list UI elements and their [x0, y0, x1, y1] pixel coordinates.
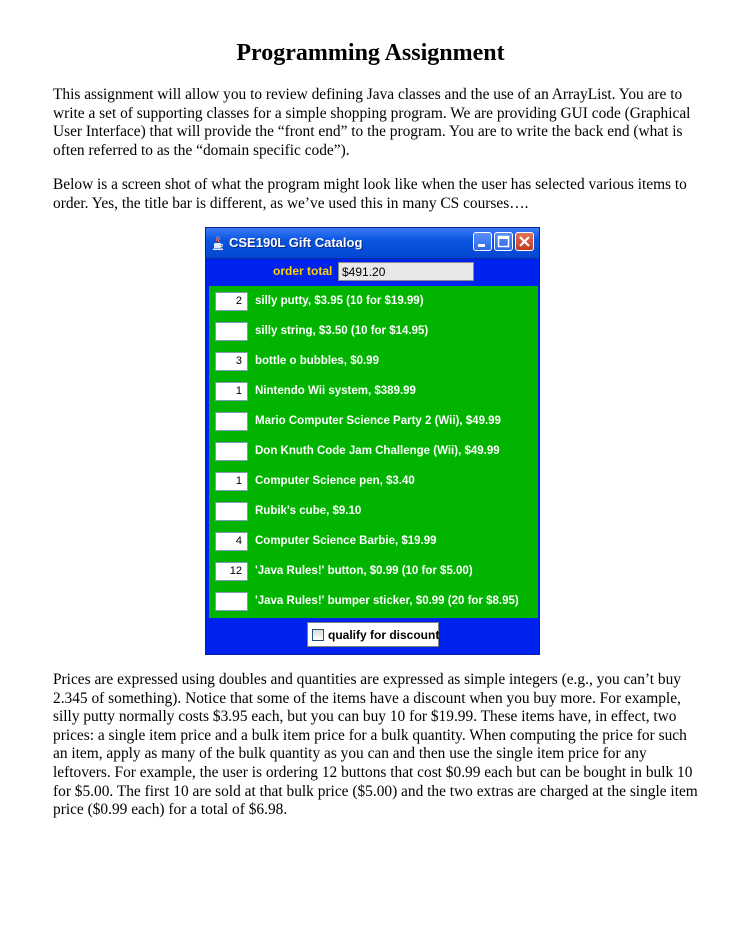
list-item: [209, 586, 538, 616]
item-label: 'Java Rules!' bumper sticker, $0.99 (20 for $8.95): [255, 595, 519, 607]
list-item: [209, 556, 538, 586]
item-label: Computer Science pen, $3.40: [255, 475, 415, 487]
minimize-button[interactable]: [473, 232, 492, 251]
quantity-field[interactable]: 4: [215, 532, 248, 551]
quantity-field[interactable]: 1: [215, 382, 248, 401]
intro-paragraph: This assignment will allow you to review defining Java classes and the use of an ArrayList. You are to write a set of supporting classes for a simple shopping program. We are providing GUI code (Graphical User Interface) that will provide the “front end” to the program. You are to write the back end (what is often referred to as the “domain specific code”).: [53, 86, 691, 159]
maximize-button[interactable]: [494, 232, 513, 251]
order-total-row: [206, 260, 539, 284]
discount-label: qualify for discount: [328, 628, 440, 642]
quantity-field[interactable]: [215, 592, 248, 611]
window-titlebar[interactable]: [206, 228, 539, 259]
screenshot-intro-paragraph: Below is a screen shot of what the program might look like when the user has selected various items to order. Yes, the title bar is different, as we’ve used this in many CS courses….: [53, 176, 687, 212]
item-label: Computer Science Barbie, $19.99: [255, 535, 437, 547]
order-total-label: order total: [273, 264, 333, 278]
item-label: Rubik's cube, $9.10: [255, 505, 362, 517]
quantity-field[interactable]: [215, 442, 248, 461]
item-list: [209, 286, 538, 618]
item-label: Don Knuth Code Jam Challenge (Wii), $49.99: [255, 445, 500, 457]
order-total-field: $491.20: [338, 262, 474, 281]
gift-catalog-window: [205, 227, 540, 655]
quantity-field[interactable]: 2: [215, 292, 248, 311]
list-item: [209, 316, 538, 346]
quantity-field[interactable]: 1: [215, 472, 248, 491]
maximize-icon: [495, 233, 512, 250]
item-label: silly putty, $3.95 (10 for $19.99): [255, 295, 424, 307]
list-item: [209, 466, 538, 496]
item-label: bottle o bubbles, $0.99: [255, 355, 379, 367]
close-button[interactable]: [515, 232, 534, 251]
list-item: [209, 376, 538, 406]
quantity-field[interactable]: [215, 502, 248, 521]
window-title: CSE190L Gift Catalog: [229, 235, 363, 250]
item-label: Nintendo Wii system, $389.99: [255, 385, 416, 397]
list-item: [209, 346, 538, 376]
list-item: [209, 286, 538, 316]
discount-row: [206, 618, 539, 654]
checkbox-box[interactable]: [312, 629, 324, 641]
list-item: [209, 436, 538, 466]
document-title: Programming Assignment: [236, 40, 505, 66]
minimize-icon: [474, 233, 491, 250]
list-item: [209, 526, 538, 556]
qualify-discount-checkbox[interactable]: [307, 622, 439, 647]
list-item: [209, 496, 538, 526]
close-icon: [516, 233, 533, 250]
quantity-field[interactable]: 3: [215, 352, 248, 371]
quantity-field[interactable]: [215, 322, 248, 341]
pricing-paragraph: Prices are expressed using doubles and quantities are expressed as simple integers (e.g., you can’t buy 2.345 of something). Notice that some of the items have a discount when you buy more. For example, silly putty normally costs $3.95 each, but you can buy 10 for $19.99. These items have, in effect, two prices: a single item price and a bulk item price for a bulk quantity. When computing the price for such an item, apply as many of the bulk quantity as you can and then use the single item price for any leftovers. For example, the user is ordering 12 buttons that cost $0.99 each but can be bought in bulk 10 for $5.00. The first 10 are sold at that bulk price ($5.00) and the two extras are charged at the single item price ($0.99 each) for a total of $6.98.: [53, 671, 698, 819]
quantity-field[interactable]: 12: [215, 562, 248, 581]
item-label: silly string, $3.50 (10 for $14.95): [255, 325, 429, 337]
java-cup-icon: [212, 235, 224, 251]
list-item: [209, 406, 538, 436]
quantity-field[interactable]: [215, 412, 248, 431]
item-label: 'Java Rules!' button, $0.99 (10 for $5.00): [255, 565, 473, 577]
item-label: Mario Computer Science Party 2 (Wii), $49.99: [255, 415, 501, 427]
